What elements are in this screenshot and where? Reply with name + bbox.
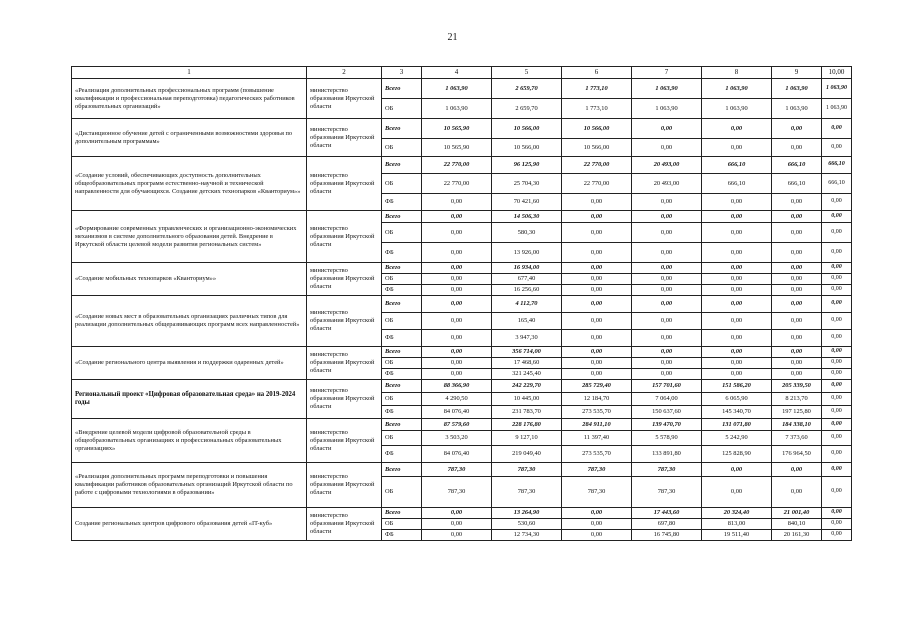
table-row-total [72,463,852,477]
funding-source-cell: ОБ [382,358,422,369]
amount-cell: 0,00 [772,296,822,313]
amount-cell: 0,00 [422,330,492,347]
amount-cell: 6 065,90 [702,393,772,406]
amount-cell: 13 926,00 [492,243,562,263]
activity-name-cell: «Создание условий, обеспечивающих доступность дополнительных общеобразовательных программ естественно-научной и технической направленности для обучающихся. Создание детских технопарков «Кванториум»» [72,157,307,211]
amount-cell: 787,30 [422,477,492,508]
amount-cell: 0,00 [632,313,702,330]
amount-cell: 666,10 [702,157,772,174]
amount-cell: 0,00 [772,139,822,157]
amount-cell: 0,00 [632,194,702,211]
funding-source-cell: ФБ [382,330,422,347]
amount-cell: 0,00 [822,369,852,380]
amount-cell: 0,00 [822,296,852,313]
funding-source-cell: ФБ [382,369,422,380]
amount-cell: 0,00 [702,194,772,211]
amount-cell: 87 579,60 [422,419,492,431]
amount-cell: 0,00 [822,285,852,296]
amount-cell: 0,00 [562,211,632,223]
amount-cell: 10 566,00 [562,119,632,139]
executor-cell: министерство образования Иркутской области [307,263,382,296]
amount-cell: 145 340,70 [702,406,772,419]
amount-cell: 0,00 [702,347,772,358]
executor-cell: министерство образования Иркутской области [307,296,382,347]
funding-source-cell: ОБ [382,274,422,285]
amount-cell: 2 659,70 [492,79,562,99]
amount-cell: 530,60 [492,519,562,530]
amount-cell: 7 064,00 [632,393,702,406]
funding-source-cell: Всего [382,380,422,393]
amount-cell: 5 242,90 [702,431,772,446]
amount-cell: 0,00 [632,347,702,358]
amount-cell: 70 421,60 [492,194,562,211]
funding-source-cell: ОБ [382,477,422,508]
amount-cell: 88 366,90 [422,380,492,393]
header-cell: 10,00 [822,67,852,79]
amount-cell: 0,00 [422,347,492,358]
amount-cell: 0,00 [702,285,772,296]
amount-cell: 0,00 [702,330,772,347]
amount-cell: 0,00 [422,530,492,541]
amount-cell: 0,00 [632,211,702,223]
executor-cell: министерство образования Иркутской области [307,380,382,419]
amount-cell: 0,00 [772,358,822,369]
amount-cell: 0,00 [772,477,822,508]
amount-cell: 1 063,90 [702,79,772,99]
table-row-total [72,119,852,139]
amount-cell: 0,00 [632,369,702,380]
table-row-total [72,296,852,313]
amount-cell: 0,00 [632,119,702,139]
amount-cell: 22 770,00 [562,174,632,194]
amount-cell: 205 339,50 [772,380,822,393]
amount-cell: 1 063,90 [632,99,702,119]
header-row [72,67,852,79]
amount-cell: 21 001,40 [772,508,822,519]
amount-cell: 0,00 [772,313,822,330]
executor-cell: министерство образования Иркутской области [307,347,382,380]
table-row-total [72,79,852,99]
amount-cell: 0,00 [702,243,772,263]
amount-cell: 0,00 [822,477,852,508]
amount-cell: 0,00 [422,211,492,223]
amount-cell: 0,00 [702,211,772,223]
amount-cell: 0,00 [562,530,632,541]
amount-cell: 666,10 [822,157,852,174]
amount-cell: 125 828,90 [702,446,772,463]
amount-cell: 0,00 [702,274,772,285]
amount-cell: 96 125,90 [492,157,562,174]
table-row-total [72,419,852,431]
amount-cell: 10 565,90 [422,119,492,139]
executor-cell: министерство образования Иркутской области [307,157,382,211]
amount-cell: 0,00 [822,519,852,530]
funding-source-cell: ОБ [382,139,422,157]
amount-cell: 0,00 [422,369,492,380]
amount-cell: 0,00 [822,274,852,285]
amount-cell: 0,00 [562,519,632,530]
amount-cell: 10 566,00 [492,119,562,139]
amount-cell: 666,10 [772,157,822,174]
amount-cell: 0,00 [822,211,852,223]
amount-cell: 0,00 [702,463,772,477]
amount-cell: 666,10 [772,174,822,194]
funding-source-cell: Всего [382,463,422,477]
funding-source-cell: ОБ [382,174,422,194]
amount-cell: 787,30 [562,477,632,508]
amount-cell: 787,30 [632,463,702,477]
amount-cell: 0,00 [562,508,632,519]
activity-name-cell: «Создание мобильных технопарков «Кванториум»» [72,263,307,296]
executor-cell: министерство образования Иркутской области [307,79,382,119]
amount-cell: 219 049,40 [492,446,562,463]
funding-source-cell: ОБ [382,313,422,330]
amount-cell: 139 470,70 [632,419,702,431]
amount-cell: 0,00 [822,419,852,431]
amount-cell: 20 324,40 [702,508,772,519]
amount-cell: 150 637,60 [632,406,702,419]
amount-cell: 0,00 [422,313,492,330]
funding-source-cell: Всего [382,419,422,431]
table-row-total [72,211,852,223]
amount-cell: 0,00 [822,243,852,263]
amount-cell: 0,00 [822,446,852,463]
amount-cell: 22 770,00 [422,157,492,174]
header-cell: 3 [382,67,422,79]
amount-cell: 7 373,60 [772,431,822,446]
amount-cell: 0,00 [702,296,772,313]
header-cell: 5 [492,67,562,79]
amount-cell: 4 290,50 [422,393,492,406]
funding-source-cell: Всего [382,119,422,139]
amount-cell: 17 468,60 [492,358,562,369]
amount-cell: 0,00 [702,139,772,157]
amount-cell: 0,00 [822,380,852,393]
amount-cell: 10 565,90 [422,139,492,157]
amount-cell: 0,00 [562,243,632,263]
amount-cell: 3 503,20 [422,431,492,446]
funding-source-cell: ФБ [382,530,422,541]
amount-cell: 0,00 [702,119,772,139]
executor-cell: министерство образования Иркутской области [307,508,382,541]
activity-name-cell: «Формирование современных управленческих и организационно-экономических механизмов в системе дополнительного образования детей. Внедрение в Иркутской области целевой модели развития региональных систем» [72,211,307,263]
funding-source-cell: Всего [382,157,422,174]
amount-cell: 0,00 [772,274,822,285]
amount-cell: 0,00 [562,296,632,313]
amount-cell: 25 704,30 [492,174,562,194]
funding-source-cell: Всего [382,79,422,99]
amount-cell: 0,00 [422,194,492,211]
amount-cell: 1 063,90 [822,99,852,119]
activity-name-cell: «Реализация дополнительных программ переподготовки и повышения квалификации работников образовательных организаций Иркутской области по работе с цифровыми технологиями в образовании» [72,463,307,508]
amount-cell: 22 770,00 [562,157,632,174]
amount-cell: 0,00 [822,119,852,139]
amount-cell: 666,10 [822,174,852,194]
header-cell: 6 [562,67,632,79]
funding-source-cell: Всего [382,211,422,223]
amount-cell: 8 213,70 [772,393,822,406]
header-cell: 9 [772,67,822,79]
amount-cell: 2 659,70 [492,99,562,119]
amount-cell: 1 063,90 [822,79,852,99]
amount-cell: 0,00 [772,330,822,347]
amount-cell: 5 578,90 [632,431,702,446]
activity-name-cell: Создание региональных центров цифрового образования детей «IT-куб» [72,508,307,541]
amount-cell: 151 586,20 [702,380,772,393]
amount-cell: 0,00 [702,358,772,369]
amount-cell: 0,00 [562,313,632,330]
amount-cell: 0,00 [822,406,852,419]
amount-cell: 285 729,40 [562,380,632,393]
amount-cell: 22 770,00 [422,174,492,194]
amount-cell: 20 493,00 [632,174,702,194]
amount-cell: 12 184,70 [562,393,632,406]
amount-cell: 0,00 [822,508,852,519]
amount-cell: 666,10 [702,174,772,194]
amount-cell: 157 701,60 [632,380,702,393]
amount-cell: 0,00 [772,243,822,263]
funding-source-cell: ФБ [382,446,422,463]
amount-cell: 0,00 [822,358,852,369]
amount-cell: 0,00 [422,243,492,263]
activity-name-cell: «Дистанционное обучение детей с ограниченными возможностями здоровья по дополнительным программам» [72,119,307,157]
table-body [72,67,852,541]
amount-cell: 10 445,00 [492,393,562,406]
amount-cell: 580,30 [492,223,562,243]
funding-source-cell: ОБ [382,431,422,446]
table-row-total [72,508,852,519]
amount-cell: 787,30 [422,463,492,477]
funding-source-cell: ФБ [382,243,422,263]
amount-cell: 0,00 [632,296,702,313]
amount-cell: 0,00 [632,285,702,296]
amount-cell: 0,00 [632,139,702,157]
funding-source-cell: Всего [382,263,422,274]
amount-cell: 0,00 [822,393,852,406]
amount-cell: 0,00 [562,330,632,347]
amount-cell: 0,00 [772,463,822,477]
amount-cell: 228 176,80 [492,419,562,431]
amount-cell: 0,00 [422,508,492,519]
amount-cell: 0,00 [822,194,852,211]
activity-name-cell: Региональный проект «Цифровая образовательная среда» на 2019-2024 годы [72,380,307,419]
amount-cell: 0,00 [822,263,852,274]
amount-cell: 0,00 [422,296,492,313]
amount-cell: 1 063,90 [772,79,822,99]
funding-source-cell: ОБ [382,99,422,119]
amount-cell: 787,30 [492,477,562,508]
funding-source-cell: ОБ [382,393,422,406]
amount-cell: 1 773,10 [562,79,632,99]
amount-cell: 0,00 [562,223,632,243]
amount-cell: 1 063,90 [632,79,702,99]
amount-cell: 0,00 [562,263,632,274]
amount-cell: 20 161,30 [772,530,822,541]
amount-cell: 697,80 [632,519,702,530]
amount-cell: 284 911,10 [562,419,632,431]
amount-cell: 787,30 [562,463,632,477]
amount-cell: 16 934,00 [492,263,562,274]
funding-source-cell: ФБ [382,285,422,296]
amount-cell: 0,00 [422,263,492,274]
amount-cell: 0,00 [562,347,632,358]
amount-cell: 11 397,40 [562,431,632,446]
amount-cell: 0,00 [822,330,852,347]
amount-cell: 20 493,00 [632,157,702,174]
activity-name-cell: «Создание регионального центра выявления и поддержки одаренных детей» [72,347,307,380]
amount-cell: 231 783,70 [492,406,562,419]
amount-cell: 12 734,30 [492,530,562,541]
amount-cell: 0,00 [632,243,702,263]
amount-cell: 0,00 [422,274,492,285]
amount-cell: 787,30 [492,463,562,477]
amount-cell: 0,00 [822,313,852,330]
amount-cell: 84 076,40 [422,406,492,419]
amount-cell: 356 714,00 [492,347,562,358]
amount-cell: 1 063,90 [772,99,822,119]
amount-cell: 0,00 [772,211,822,223]
amount-cell: 184 338,10 [772,419,822,431]
amount-cell: 133 891,80 [632,446,702,463]
amount-cell: 16 745,80 [632,530,702,541]
amount-cell: 0,00 [422,519,492,530]
amount-cell: 0,00 [822,431,852,446]
amount-cell: 4 112,70 [492,296,562,313]
amount-cell: 0,00 [562,285,632,296]
executor-cell: министерство образования Иркутской области [307,463,382,508]
amount-cell: 1 063,90 [422,99,492,119]
header-cell: 2 [307,67,382,79]
amount-cell: 840,10 [772,519,822,530]
amount-cell: 9 127,10 [492,431,562,446]
amount-cell: 0,00 [822,347,852,358]
amount-cell: 677,40 [492,274,562,285]
table-row-total [72,347,852,358]
amount-cell: 1 063,90 [422,79,492,99]
executor-cell: министерство образования Иркутской области [307,119,382,157]
amount-cell: 176 964,50 [772,446,822,463]
amount-cell: 0,00 [632,274,702,285]
amount-cell: 0,00 [772,119,822,139]
amount-cell: 19 511,40 [702,530,772,541]
amount-cell: 0,00 [702,313,772,330]
header-cell: 4 [422,67,492,79]
amount-cell: 787,30 [632,477,702,508]
header-cell: 8 [702,67,772,79]
amount-cell: 0,00 [702,263,772,274]
amount-cell: 165,40 [492,313,562,330]
funding-source-cell: ФБ [382,194,422,211]
amount-cell: 0,00 [562,369,632,380]
header-cell: 1 [72,67,307,79]
amount-cell: 197 125,80 [772,406,822,419]
funding-source-cell: Всего [382,347,422,358]
amount-cell: 242 229,70 [492,380,562,393]
amount-cell: 10 566,00 [492,139,562,157]
amount-cell: 16 256,60 [492,285,562,296]
amount-cell: 131 071,80 [702,419,772,431]
amount-cell: 273 535,70 [562,446,632,463]
table-row-total [72,157,852,174]
amount-cell: 273 535,70 [562,406,632,419]
activity-name-cell: «Создание новых мест в образовательных организациях различных типов для реализации дополнительных общеразвивающих программ всех направленностей» [72,296,307,347]
amount-cell: 813,00 [702,519,772,530]
amount-cell: 0,00 [422,358,492,369]
executor-cell: министерство образования Иркутской области [307,211,382,263]
amount-cell: 0,00 [562,194,632,211]
amount-cell: 0,00 [772,347,822,358]
budget-table [71,66,852,541]
executor-cell: министерство образования Иркутской области [307,419,382,463]
amount-cell: 0,00 [422,223,492,243]
funding-source-cell: ОБ [382,223,422,243]
amount-cell: 1 773,10 [562,99,632,119]
amount-cell: 0,00 [702,369,772,380]
amount-cell: 0,00 [422,285,492,296]
amount-cell: 14 506,30 [492,211,562,223]
amount-cell: 0,00 [772,263,822,274]
amount-cell: 1 063,90 [702,99,772,119]
amount-cell: 84 076,40 [422,446,492,463]
amount-cell: 0,00 [632,330,702,347]
amount-cell: 0,00 [772,194,822,211]
amount-cell: 0,00 [562,358,632,369]
table-row-total [72,263,852,274]
amount-cell: 0,00 [702,223,772,243]
amount-cell: 0,00 [632,263,702,274]
amount-cell: 13 264,90 [492,508,562,519]
page-number: 21 [447,32,458,43]
amount-cell: 17 443,60 [632,508,702,519]
amount-cell: 0,00 [632,358,702,369]
amount-cell: 0,00 [562,274,632,285]
activity-name-cell: «Реализация дополнительных профессиональных программ (повышение квалификации и профессиональная переподготовка) педагогических работников образовательных организаций» [72,79,307,119]
amount-cell: 0,00 [632,223,702,243]
funding-source-cell: Всего [382,296,422,313]
amount-cell: 0,00 [822,139,852,157]
amount-cell: 0,00 [772,369,822,380]
amount-cell: 0,00 [822,463,852,477]
table-row-total [72,380,852,393]
funding-source-cell: ФБ [382,406,422,419]
amount-cell: 0,00 [822,223,852,243]
header-cell: 7 [632,67,702,79]
amount-cell: 0,00 [702,477,772,508]
amount-cell: 0,00 [772,223,822,243]
activity-name-cell: «Внедрение целевой модели цифровой образовательной среды в общеобразовательных организациях и профессиональных образовательных организациях» [72,419,307,463]
funding-source-cell: Всего [382,508,422,519]
amount-cell: 0,00 [822,530,852,541]
amount-cell: 321 245,40 [492,369,562,380]
amount-cell: 0,00 [772,285,822,296]
funding-source-cell: ОБ [382,519,422,530]
amount-cell: 3 947,30 [492,330,562,347]
amount-cell: 10 566,00 [562,139,632,157]
